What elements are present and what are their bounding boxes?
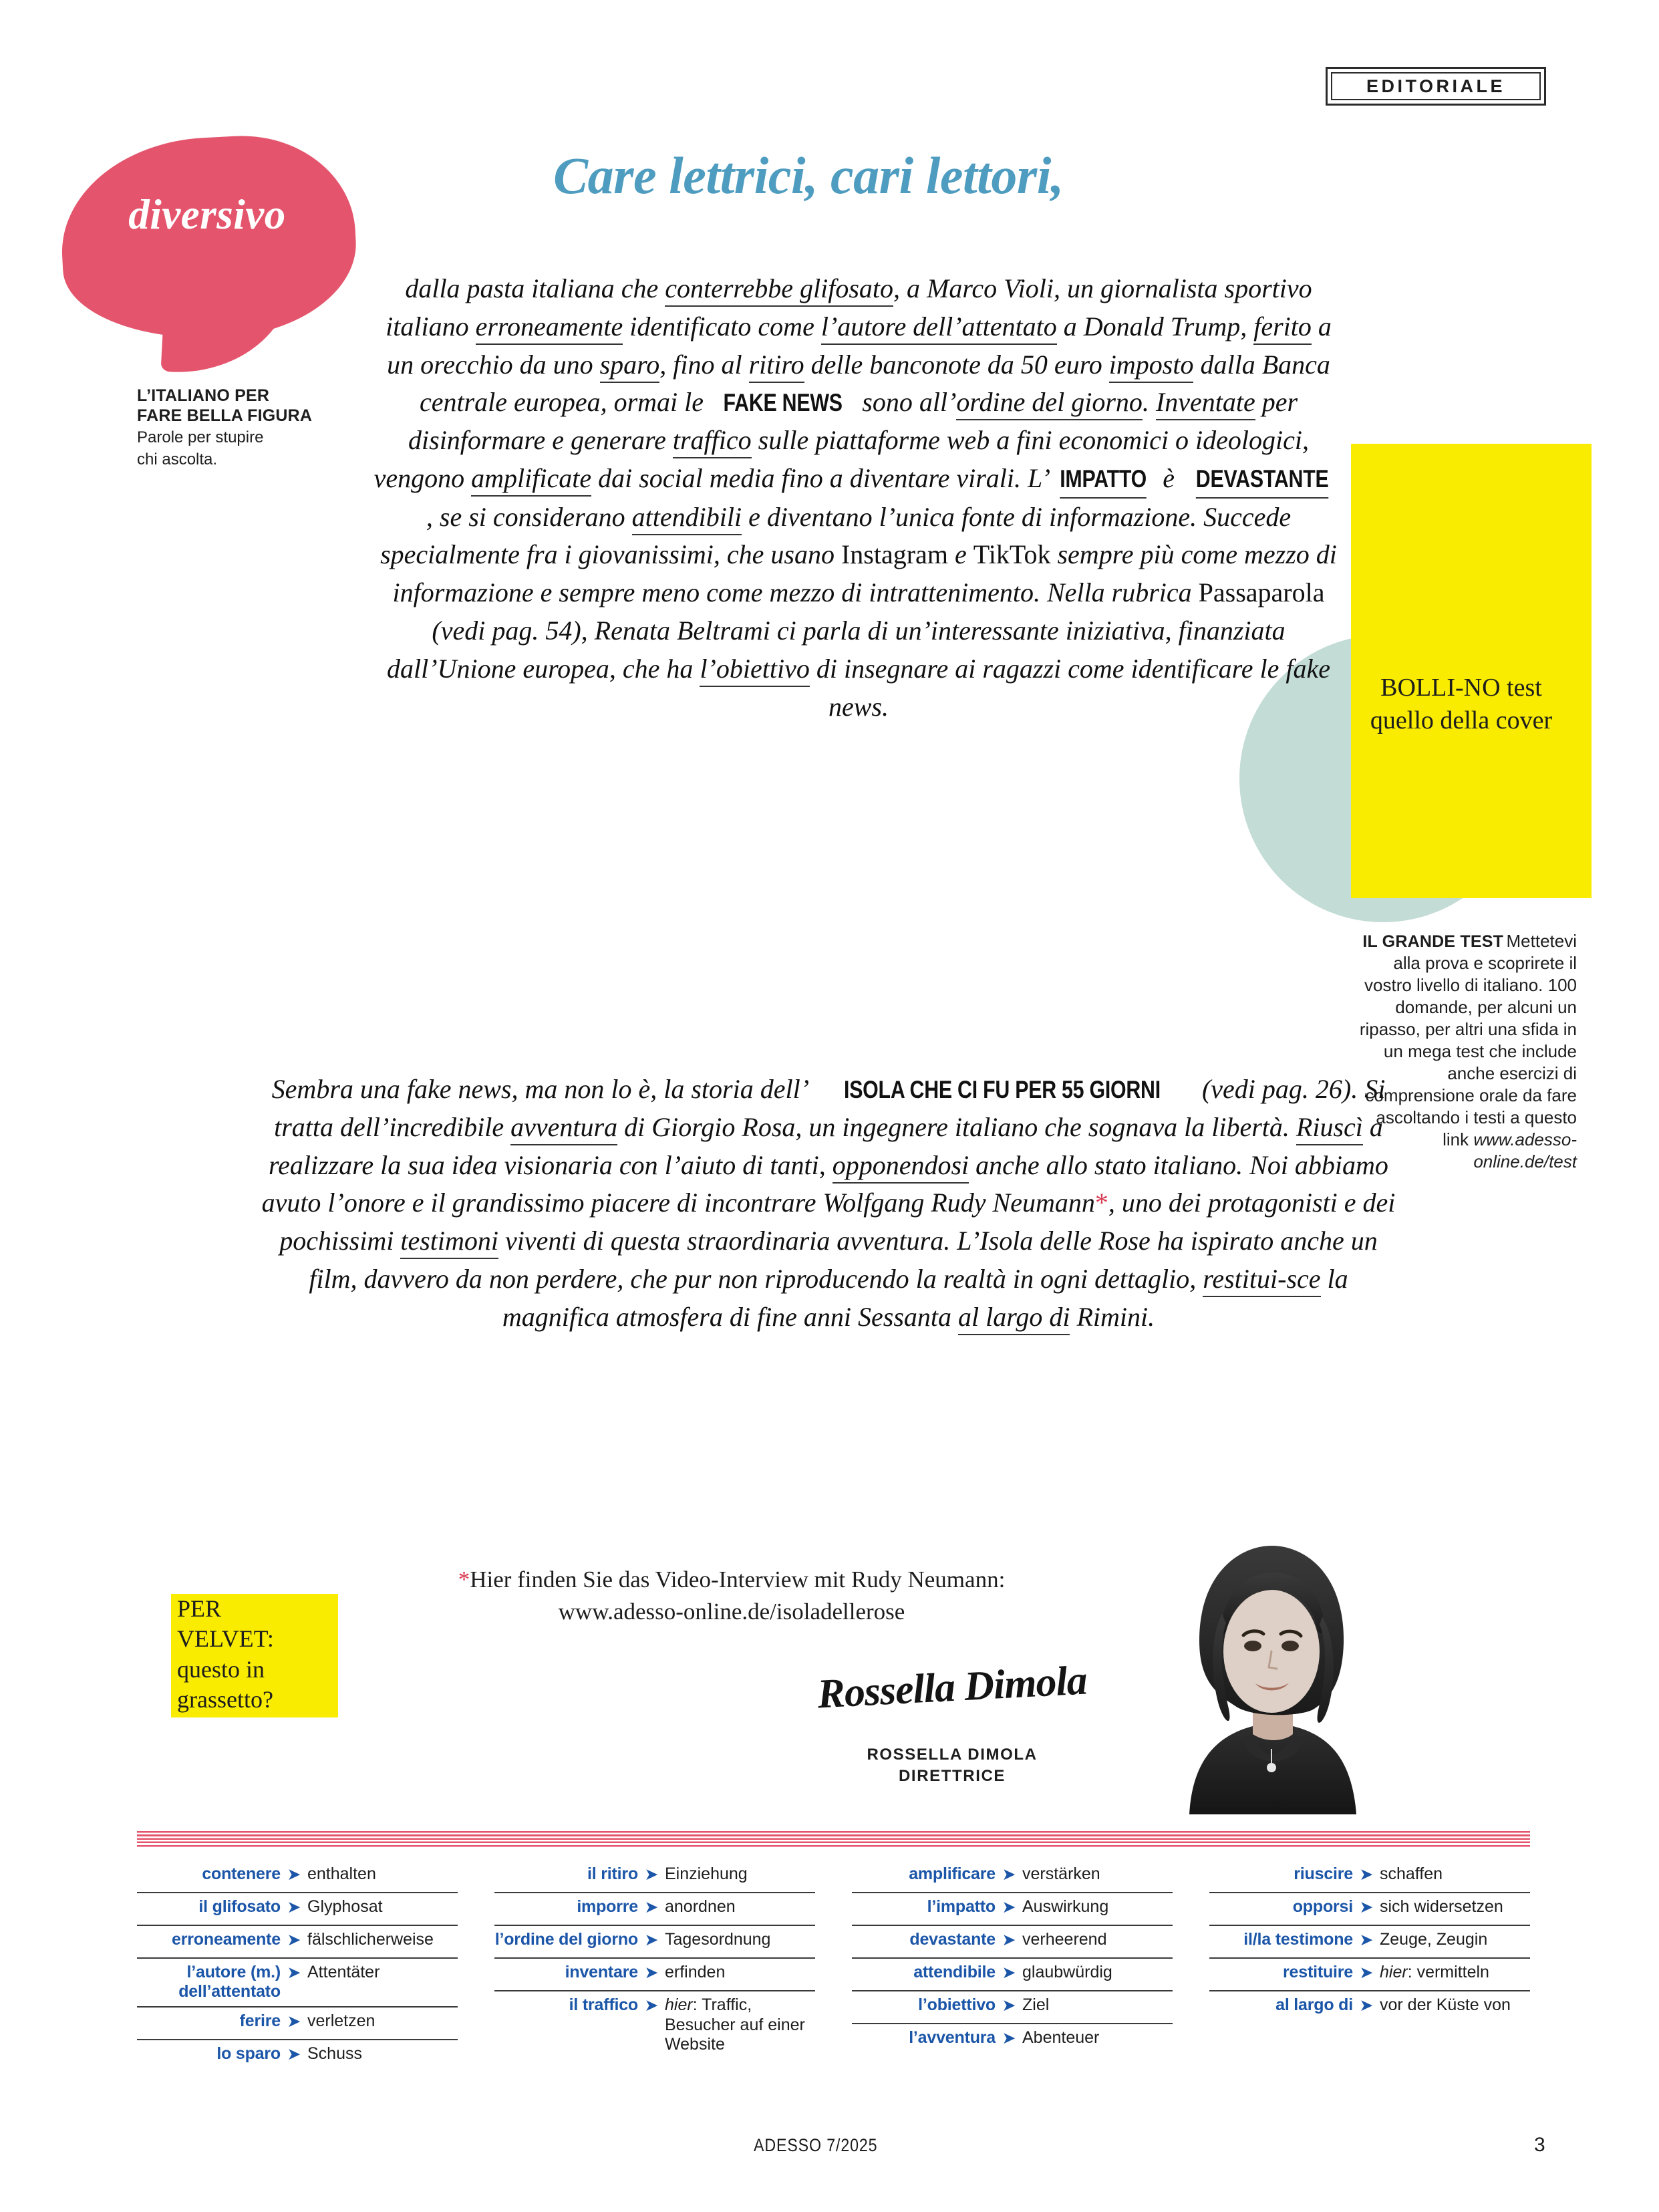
glossary-row <box>494 1860 815 1893</box>
glossary-row <box>137 2008 458 2040</box>
glossary-row <box>494 1926 815 1959</box>
glossary-column <box>137 1860 458 2072</box>
yellow-note-block <box>1351 444 1592 898</box>
page-headline: Care lettrici, cari lettori, <box>553 146 1064 204</box>
p1-term-traffico: traffico <box>673 425 752 458</box>
glossary-term-italian: contenere <box>202 1864 281 1883</box>
per-velvet-line4: grassetto? <box>177 1686 273 1713</box>
p1-t2: , a Marco Violi, un giornalista sportivo italiano <box>386 273 1312 341</box>
p2-t1: Sembra una fake news, ma non lo è, la storia dell’ <box>271 1074 810 1104</box>
glossary-row <box>137 2040 458 2072</box>
glossary-row <box>852 1860 1173 1893</box>
arrow-icon: ➤ <box>1002 2030 1016 2048</box>
glossary-term-italian: il/la testimone <box>1243 1930 1353 1949</box>
glossary-row <box>852 2024 1173 2056</box>
p1-brand-tiktok: TikTok <box>973 539 1051 570</box>
glossary-row <box>137 1926 458 1959</box>
glossary-column <box>1209 1860 1530 2072</box>
glossary-row <box>137 1893 458 1926</box>
arrow-icon: ➤ <box>1359 1899 1374 1917</box>
p1-t15: , se si considerano <box>426 501 632 532</box>
arrow-icon: ➤ <box>1359 1997 1374 2015</box>
p2-t4: a realizzare la sua idea visionaria con l’aiuto di tanti, <box>269 1111 1383 1180</box>
per-velvet-line3: questo in <box>177 1655 265 1683</box>
glossary-column <box>494 1860 815 2072</box>
kicker-subtitle-line1: Parole per stupire <box>137 428 264 446</box>
arrow-icon: ➤ <box>1002 1899 1016 1917</box>
p2-t5: anche allo stato italiano. Noi abbiamo avuto l’onore e il grandissimo piacere di incontrare Wolfgang Rudy Neumann <box>261 1149 1388 1218</box>
p1-t10: . <box>1142 387 1156 418</box>
p1-emphasis-fake-news: FAKE NEWS <box>723 389 843 417</box>
glossary-translation-german: Abenteuer <box>1022 2028 1100 2047</box>
per-velvet-line1: PER <box>177 1595 222 1622</box>
glossary-row <box>137 1959 458 2008</box>
glossary-translation-german: Einziehung <box>665 1864 748 1883</box>
arrow-icon: ➤ <box>644 1997 659 2015</box>
diversivo-label: diversivo <box>128 191 286 238</box>
glossary-row <box>852 1959 1173 1991</box>
glossary-term-italian: erroneamente <box>172 1930 281 1949</box>
arrow-icon: ➤ <box>1359 1866 1374 1884</box>
p2-term-al-largo-di: al largo di <box>958 1302 1070 1335</box>
byline-name: ROSSELLA DIMOLA <box>867 1746 1038 1764</box>
p1-t19: (vedi pag. 54), Renata Beltrami ci parla di un’interessante iniziativa, finanziata dall’Unione europea, che ha <box>387 615 1286 684</box>
p1-brand-instagram: Instagram <box>841 539 948 570</box>
footnote-asterisk: * <box>458 1566 470 1593</box>
glossary-row <box>1209 1991 1530 2023</box>
footer-issue-label: ADESSO 7/2025 <box>754 2135 878 2155</box>
p1-term-sparo: sparo <box>600 350 660 383</box>
p1-t5: a un orecchio da uno <box>387 311 1332 380</box>
glossary-translation-german: erfinden <box>665 1963 726 1981</box>
glossary-term-italian: il traffico <box>569 1995 638 2014</box>
kicker-title-line1: L’ITALIANO PER <box>137 386 270 405</box>
p1-term-autore-attentato: l’autore dell’attentato <box>821 311 1057 345</box>
arrow-icon: ➤ <box>287 2013 301 2031</box>
per-velvet-note-text <box>177 1594 344 1715</box>
glossary-row <box>494 1893 815 1926</box>
per-velvet-line2: VELVET: <box>177 1625 274 1653</box>
glossary-row <box>494 1959 815 1991</box>
glossary-row <box>852 1926 1173 1959</box>
p1-t4: a Donald Trump, <box>1056 311 1254 341</box>
byline-role: DIRETTRICE <box>899 1766 1006 1785</box>
glossary-term-italian: il ritiro <box>587 1864 638 1883</box>
p2-t3: di Giorgio Rosa, un ingegnere italiano che sognava la libertà. <box>617 1111 1296 1142</box>
right-caption-url: www.adesso-online.de/test <box>1473 1129 1577 1172</box>
badge-label: EDITORIALE <box>1366 76 1505 96</box>
glossary-translation-german: Tagesordnung <box>665 1930 771 1949</box>
p1-term-ritiro: ritiro <box>749 350 804 383</box>
p1-t14: è <box>1156 462 1182 493</box>
glossary-term-italian: imporre <box>577 1897 638 1916</box>
glossary-row <box>852 1991 1173 2024</box>
p2-t7: viventi di questa straordinaria avventura. L’Isola delle Rose ha ispirato anche un film, davvero da non perdere, che pur non riproducendo la realtà in ogni dettaglio, <box>309 1226 1378 1294</box>
p1-term-obiettivo: l’obiettivo <box>700 654 809 687</box>
p2-t8: la magnifica atmosfera di fine anni Sessanta <box>502 1263 1348 1332</box>
arrow-icon: ➤ <box>1002 1964 1016 1982</box>
p1-term-ferito: ferito <box>1253 311 1312 345</box>
footnote-block <box>364 1564 1099 1629</box>
glossary-translation-german: verheerend <box>1022 1930 1107 1949</box>
glossary-term-italian: riuscire <box>1294 1864 1353 1883</box>
glossary-columns <box>137 1860 1530 2072</box>
glossary-term-italian: l’autore (m.) dell’attentato <box>178 1963 281 2001</box>
p1-t8: dalla Banca centrale europea, ormai le <box>419 349 1330 418</box>
p1-term-attendibili: attendibili <box>632 502 742 535</box>
p1-t16: e diventano l’unica fonte di informazione. Succede specialmente fra i giovanissimi, che usano <box>380 501 1292 570</box>
glossary-column <box>852 1860 1173 2072</box>
yellow-note-text: BOLLI-NO test quello della cover <box>1370 674 1553 735</box>
editoriale-badge <box>1326 67 1546 106</box>
glossary-term-italian: l’avventura <box>909 2028 996 2047</box>
glossary-row <box>1209 1926 1530 1959</box>
p2-emphasis-isola-che-ci-fu: ISOLA CHE CI FU PER 55 GIORNI <box>844 1076 1161 1103</box>
arrow-icon: ➤ <box>287 1964 301 1982</box>
p1-term-conterrebbe-glifosato: conterrebbe glifosato <box>665 273 893 307</box>
p2-term-testimoni: testimoni <box>400 1226 498 1259</box>
p1-t18: sempre più come mezzo di informazione e sempre meno come mezzo di intrattenimento. Nella rubrica <box>392 539 1337 608</box>
glossary-row <box>494 1991 815 2060</box>
section-kicker <box>137 386 357 470</box>
p2-t9: Rimini. <box>1070 1301 1155 1332</box>
glossary-term-italian: inventare <box>565 1963 638 1981</box>
kicker-subtitle-line2: chi ascolta. <box>137 450 218 468</box>
p1-term-erroneamente: erroneamente <box>476 311 623 345</box>
p1-t20: di insegnare ai ragazzi come identificare le fake news. <box>809 653 1330 722</box>
glossary-translation-german: fälschlicherweise <box>307 1930 434 1949</box>
p1-t9: sono all’ <box>855 387 957 418</box>
editor-portrait-photo <box>1159 1534 1380 1814</box>
glossary-translation-german: hier: Traffic, Besucher auf einer Website <box>665 1995 805 2054</box>
p1-t1: dalla pasta italiana che <box>405 273 665 303</box>
arrow-icon: ➤ <box>1002 1866 1016 1884</box>
glossary-translation-german: Attentäter <box>307 1963 380 1981</box>
glossary-translation-german: hier: vermitteln <box>1380 1963 1489 1981</box>
p2-t2: (vedi pag. 26). Si tratta dell’incredibile <box>274 1074 1386 1142</box>
footnote-url: www.adesso-online.de/isoladellerose <box>558 1599 905 1625</box>
footnote-line1: Hier finden Sie das Video-Interview mit Rudy Neumann: <box>470 1566 1006 1593</box>
editorial-paragraph-1 <box>371 270 1346 726</box>
footer-page-number: 3 <box>1534 2134 1545 2156</box>
p1-term-imposto: imposto <box>1109 350 1194 383</box>
p1-t7: delle banconote da 50 euro <box>804 349 1109 380</box>
p1-rubric-passaparola: Passaparola <box>1198 577 1325 608</box>
glossary-row <box>852 1893 1173 1926</box>
glossary-row <box>137 1860 458 1893</box>
portrait-illustration <box>1159 1534 1380 1814</box>
p2-term-restituisce: restitui-sce <box>1203 1264 1320 1297</box>
p2-term-riusci: Riuscì <box>1296 1112 1363 1145</box>
glossary-term-italian: opporsi <box>1292 1897 1353 1916</box>
arrow-icon: ➤ <box>1359 1931 1374 1949</box>
glossary-translation-german: glaubwürdig <box>1022 1963 1112 1981</box>
glossary-translation-german: sich widersetzen <box>1380 1897 1503 1916</box>
glossary-term-italian: l’impatto <box>927 1897 996 1916</box>
p2-footnote-asterisk: * <box>1094 1188 1108 1218</box>
arrow-icon: ➤ <box>644 1899 659 1917</box>
arrow-icon: ➤ <box>287 1866 301 1884</box>
glossary-translation-german: vor der Küste von <box>1380 1995 1511 2014</box>
p1-t3: identificato come <box>623 311 821 341</box>
p1-term-amplificate: amplificate <box>471 463 591 497</box>
glossary-section <box>137 1831 1530 2072</box>
p1-t6: , fino al <box>659 349 749 380</box>
p1-t17: e <box>947 539 973 570</box>
arrow-icon: ➤ <box>1359 1964 1374 1982</box>
arrow-icon: ➤ <box>644 1931 659 1949</box>
glossary-term-italian: l’ordine del giorno <box>494 1930 638 1949</box>
glossary-term-italian: al largo di <box>1275 1995 1353 2014</box>
glossary-term-italian: il glifosato <box>198 1897 281 1916</box>
p1-term-inventate: Inventate <box>1156 387 1255 420</box>
p1-emphasis-devastante: DEVASTANTE <box>1196 462 1329 499</box>
glossary-term-italian: l’obiettivo <box>918 1995 996 2014</box>
kicker-title-line2: FARE BELLA FIGURA <box>137 406 313 425</box>
glossary-term-italian: amplificare <box>909 1864 996 1883</box>
glossary-translation-german: anordnen <box>665 1897 736 1916</box>
glossary-translation-german: Zeuge, Zeugin <box>1380 1930 1488 1949</box>
arrow-icon: ➤ <box>1002 1931 1016 1949</box>
editorial-paragraph-2 <box>261 1071 1396 1337</box>
glossary-row <box>1209 1893 1530 1926</box>
p2-t6: , uno dei protagonisti e dei pochissimi <box>279 1188 1396 1256</box>
p2-term-avventura: avventura <box>510 1112 617 1145</box>
right-caption-body: Mettetevi alla prova e scoprirete il vostro livello di italiano. 100 domande, per alcuni un ripasso, per altri una sfida in un mega test che include anche esercizi di comprensione orale da fare ascoltando i testi a questo link <box>1359 931 1577 1150</box>
glossary-translation-german: verstärken <box>1022 1864 1100 1883</box>
p1-t11: per disinformare e generare <box>408 387 1298 456</box>
arrow-icon: ➤ <box>1002 1997 1016 2015</box>
glossary-translation-german: Glyphosat <box>307 1897 383 1916</box>
p2-term-opponendosi: opponendosi <box>833 1150 969 1184</box>
arrow-icon: ➤ <box>644 1866 659 1884</box>
glossary-top-rule <box>137 1831 1530 1848</box>
glossary-term-italian: restituire <box>1283 1963 1353 1981</box>
glossary-term-italian: attendibile <box>913 1963 996 1981</box>
arrow-icon: ➤ <box>287 1899 301 1917</box>
glossary-row <box>1209 1959 1530 1991</box>
handwritten-signature: Rossella Dimola <box>816 1657 1088 1717</box>
glossary-translation-german: schaffen <box>1380 1864 1443 1883</box>
glossary-term-italian: ferire <box>239 2012 281 2030</box>
glossary-translation-german: Ziel <box>1022 1995 1050 2014</box>
p1-t13: dai social media fino a diventare virali. L’ <box>591 462 1051 493</box>
glossary-translation-german: Schuss <box>307 2044 362 2063</box>
p1-term-ordine-del-giorno: ordine del giorno <box>956 387 1143 420</box>
arrow-icon: ➤ <box>287 1931 301 1949</box>
glossary-translation-german: Auswirkung <box>1022 1897 1109 1916</box>
glossary-term-italian: devastante <box>909 1930 996 1949</box>
glossary-translation-german: verletzen <box>307 2012 375 2030</box>
arrow-icon: ➤ <box>287 2046 301 2064</box>
right-caption-title: IL GRANDE TEST <box>1362 932 1504 951</box>
byline-block <box>782 1744 1122 1787</box>
glossary-term-italian: lo sparo <box>216 2044 281 2063</box>
p1-emphasis-impatto: IMPATTO <box>1060 462 1147 499</box>
glossary-row <box>1209 1860 1530 1893</box>
p1-t12: sulle piattaforme web a fini economici o ideologici, vengono <box>373 425 1309 493</box>
arrow-icon: ➤ <box>644 1964 659 1982</box>
glossary-translation-german: enthalten <box>307 1864 376 1883</box>
